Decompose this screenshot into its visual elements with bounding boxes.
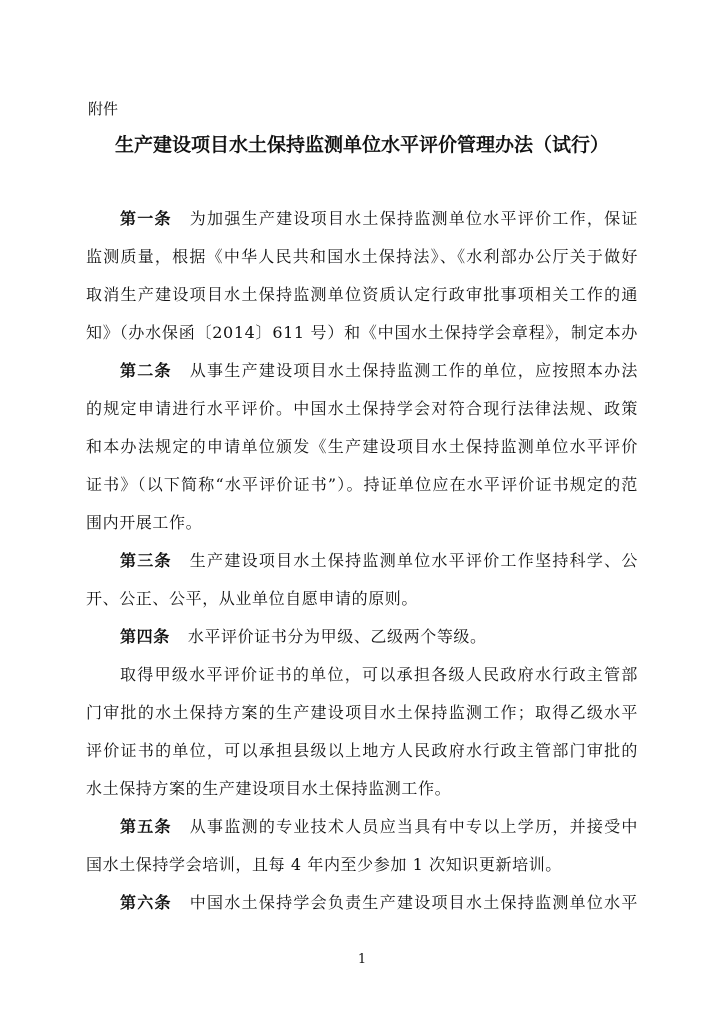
- page-number: 1: [357, 952, 367, 967]
- article-heading: 第六条: [120, 893, 172, 912]
- paragraph-line: [86, 280, 638, 310]
- article-heading: 第五条: [120, 817, 172, 836]
- paragraph-text: 监测质量，根据《中华人民共和国水土保持法》、《水利部办公厅关于做好: [86, 247, 638, 266]
- paragraph-line: [86, 584, 638, 614]
- paragraph-text: 证书》（以下简称“水平评价证书”）。持证单位应在水平评价证书规定的范: [86, 475, 638, 494]
- paragraph-line: [120, 546, 638, 576]
- paragraph-line: [120, 660, 638, 690]
- paragraph-text: 国水土保持学会培训，且每 4 年内至少参加 1 次知识更新培训。: [86, 855, 562, 874]
- paragraph-text: 知》（办水保函〔2014〕611 号）和《中国水土保持学会章程》，制定本办: [86, 323, 638, 342]
- paragraph-line: [86, 850, 638, 880]
- paragraph-text: 水平评价证书分为甲级、乙级两个等级。: [187, 627, 487, 646]
- paragraph-line: [86, 242, 638, 272]
- paragraph-line: [86, 470, 638, 500]
- article-heading: 第三条: [120, 551, 172, 570]
- paragraph-line: [86, 318, 638, 348]
- paragraph-text: 评价证书的单位，可以承担县级以上地方人民政府水行政主管部门审批的: [86, 741, 638, 760]
- paragraph-text: 从事监测的专业技术人员应当具有中专以上学历，并接受中: [189, 817, 638, 836]
- attachment-label: 附件: [88, 100, 119, 118]
- paragraph-text: 为加强生产建设项目水土保持监测单位水平评价工作，保证: [189, 209, 638, 228]
- paragraph-text: 中国水土保持学会负责生产建设项目水土保持监测单位水平: [189, 893, 638, 912]
- paragraph-text: 门审批的水土保持方案的生产建设项目水土保持监测工作；取得乙级水平: [86, 703, 638, 722]
- paragraph-line: [120, 812, 638, 842]
- paragraph-text: 从事生产建设项目水土保持监测工作的单位，应按照本办法: [189, 361, 638, 380]
- paragraph-text: 生产建设项目水土保持监测单位水平评价工作坚持科学、公: [189, 551, 638, 570]
- paragraph-line: [86, 432, 638, 462]
- paragraph-line: [86, 508, 638, 538]
- document-title: 生产建设项目水土保持监测单位水平评价管理办法（试行）: [114, 134, 609, 156]
- article-heading: 第二条: [120, 361, 172, 380]
- paragraph-line: [120, 356, 638, 386]
- paragraph-text: 取消生产建设项目水土保持监测单位资质认定行政审批事项相关工作的通: [86, 285, 638, 304]
- paragraph-text: 取得甲级水平评价证书的单位，可以承担各级人民政府水行政主管部: [120, 665, 638, 684]
- article-heading: 第四条: [120, 627, 170, 646]
- article-heading: 第一条: [120, 209, 172, 228]
- paragraph-line: [120, 204, 638, 234]
- paragraph-text: 水土保持方案的生产建设项目水土保持监测工作。: [86, 779, 452, 798]
- paragraph-line: [86, 698, 638, 728]
- paragraph-line: [86, 736, 638, 766]
- paragraph-line: [86, 394, 638, 424]
- paragraph-line: [120, 622, 638, 652]
- paragraph-text: 和本办法规定的申请单位颁发《生产建设项目水土保持监测单位水平评价: [86, 437, 638, 456]
- paragraph-text: 围内开展工作。: [86, 513, 203, 532]
- paragraph-line: [86, 774, 638, 804]
- paragraph-text: 的规定申请进行水平评价。中国水土保持学会对符合现行法律法规、政策: [86, 399, 638, 418]
- paragraph-text: 开、公正、公平，从业单位自愿申请的原则。: [86, 589, 419, 608]
- paragraph-line: [120, 888, 638, 918]
